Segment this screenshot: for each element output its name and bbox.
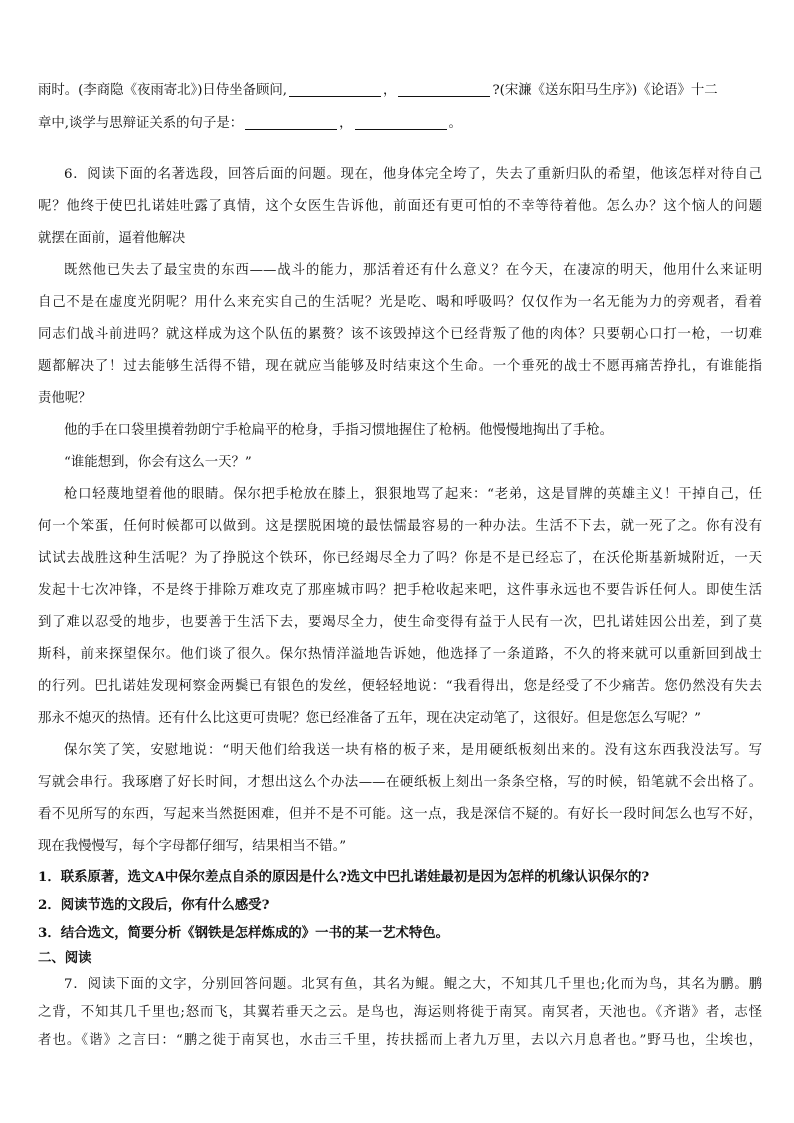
q6-passage-line: 题都解决了！过去能够生活得不错，现在就应当能够及时结束这个生命。一个垂死的战士不愿再痛苦挣扎，有谁能指: [38, 359, 762, 374]
q5-text: ?(宋濂《送东阳马生序》)《论语》十二: [492, 83, 718, 98]
q6-passage-line: 自己不是在虚度光阴呢？用什么来充实自己的生活呢？光是吃、喝和呼吸吗？仅仅作为一名无能为力的旁观者，看着: [38, 295, 762, 310]
q5-text: ，: [339, 116, 353, 131]
q6-intro-line: 6．阅读下面的名著选段，回答后面的问题。现在，他身体完全垮了，失去了重新归队的希望，他该怎样对待自己: [64, 167, 762, 182]
q6-passage-line: 到了难以忍受的地步，也要善于生活下去，要竭尽全力，使生命变得有益于人民有一次，巴扎诺娃因公出差，到了莫: [38, 615, 762, 630]
q5-text: ，: [383, 83, 397, 98]
q6-question-3: 3．结合选文，简要分析《钢铁是怎样炼成的》一书的某一艺术特色。: [38, 925, 450, 941]
q6-passage-line: 既然他已失去了最宝贵的东西——战斗的能力，那活着还有什么意义？在今天，在凄凉的明天，他用什么来证明: [64, 263, 762, 278]
q7-line: 之背，不知其几千里也;怒而飞，其翼若垂天之云。是鸟也，海运则将徙于南冥。南冥者，天池也。《齐谐》者，志怪: [38, 1005, 762, 1020]
q7-line: 者也。《谐》之言曰：“鹏之徙于南冥也，水击三千里，抟扶摇而上者九万里，去以六月息者也。”野马也，尘埃也，: [38, 1033, 762, 1048]
q5-text: 章中,谈学与思辩证关系的句子是：: [38, 116, 244, 131]
q6-passage-line: 何一个笨蛋，任何时候都可以做到。这是摆脱困境的最怯懦最容易的一种办法。生活不下去，就一死了之。你有没有: [38, 519, 762, 534]
q6-passage-line: 写就会串行。我琢磨了好长时间，才想出这么个办法——在硬纸板上刻出一条条空格，写的时候，铅笔就不会出格了。: [38, 775, 762, 790]
q6-passage-line: 责他呢？: [38, 391, 92, 406]
q6-intro-line: 呢？他终于使巴扎诺娃吐露了真情，这个女医生告诉他，前面还有更可怕的不幸等待着他。怎么办？这个恼人的问题: [38, 199, 762, 214]
q6-passage-line: 试试去战胜这种生活呢？为了挣脱这个铁环，你已经竭尽全力了吗？你是不是已经忘了，在沃伦斯基新城附近，一天: [38, 551, 762, 566]
q5-text: 。: [448, 116, 462, 131]
q6-question-2: 2．阅读节选的文段后，你有什么感受?: [38, 897, 270, 913]
q6-passage-line: 斯科，前来探望保尔。他们谈了很久。保尔热情洋溢地告诉她，他选择了一条道路，不久的将来就可以重新回到战士: [38, 647, 762, 662]
q6-intro-line: 就摆在面前，逼着他解决: [38, 231, 186, 246]
q6-passage-line: 枪口轻蔑地望着他的眼睛。保尔把手枪放在膝上，狠狠地骂了起来：“老弟，这是冒牌的英雄主义！干掉自己，任: [64, 487, 762, 502]
answer-blank[interactable]: [245, 115, 337, 130]
answer-blank[interactable]: [289, 82, 381, 97]
q6-passage-line: 发起十七次冲锋，不是终于排除万难攻克了那座城市吗？把手枪收起来吧，这件事永远也不要告诉任何人。即使生活: [38, 583, 762, 598]
q6-passage-line: 看不见所写的东西，写起来当然挺困难，但并不是不可能。这一点，我是深信不疑的。有好长一段时间怎么也写不好，: [38, 807, 762, 822]
q6-question-1: 1．联系原著，选文A中保尔差点自杀的原因是什么?选文中巴扎诺娃最初是因为怎样的机缘认识保尔的?: [38, 869, 650, 885]
q5-line-1: [38, 80, 762, 102]
answer-blank[interactable]: [398, 82, 490, 97]
q6-passage-line: 保尔笑了笑，安慰地说：“明天他们给我送一块有格的板子来，是用硬纸板刻出来的。没有这东西我没法写。写: [64, 743, 762, 758]
q5-line-2: [38, 113, 762, 135]
section-title: 二、阅读: [38, 950, 92, 966]
answer-blank[interactable]: [355, 115, 447, 130]
q6-passage-line: 现在我慢慢写，每个字母都仔细写，结果相当不错。”: [38, 839, 347, 854]
q6-passage-line: 同志们战斗前进吗？就这样成为这个队伍的累赘？该不该毁掉这个已经背叛了他的肉体？只要朝心口打一枪，一切难: [38, 327, 762, 342]
q6-passage-line: 那永不熄灭的热情。还有什么比这更可贵呢？您已经准备了五年，现在决定动笔了，这很好。但是您怎么写呢？”: [38, 711, 701, 726]
q6-passage-line: “谁能想到，你会有这么一天？”: [64, 455, 252, 470]
q7-line: 7．阅读下面的文字，分别回答问题。北冥有鱼，其名为鲲。鲲之大，不知其几千里也;化而为鸟，其名为鹏。鹏: [64, 977, 762, 992]
q5-text: 雨时。(李商隐《夜雨寄北》)日侍坐备顾问,: [38, 83, 288, 98]
q6-passage-line: 他的手在口袋里摸着勃朗宁手枪扁平的枪身，手指习惯地握住了枪柄。他慢慢地掏出了手枪。: [64, 423, 614, 438]
q6-passage-line: 的行列。巴扎诺娃发现柯察金两鬓已有银色的发丝，便轻轻地说：“我看得出，您是经受了不少痛苦。您仍然没有失去: [38, 679, 762, 694]
